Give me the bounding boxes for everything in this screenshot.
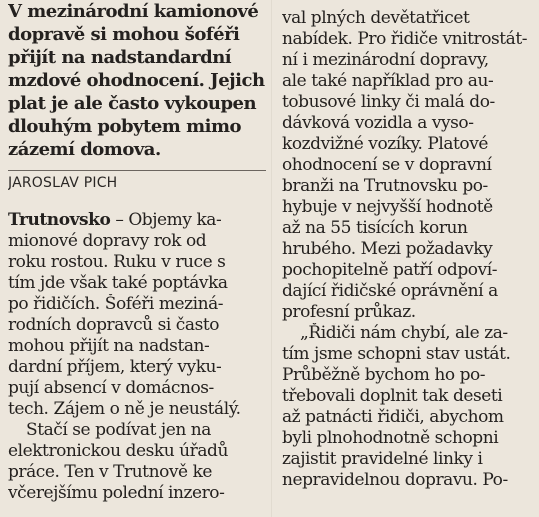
lead-line: V mezinárodní kamionové <box>8 1 259 22</box>
column-gutter <box>271 0 272 517</box>
body-line: roku rostou. Ruku v ruce s <box>8 252 226 272</box>
body-line: tobusové linky či malá do- <box>282 92 495 112</box>
body-line: včerejšímu polední inzero- <box>8 483 225 503</box>
body-line: mionové dopravy rok od <box>8 231 207 251</box>
place-name: Trutnovsko <box>8 210 111 230</box>
author-divider <box>8 170 266 171</box>
body-line: až patnácti řidiči, abychom <box>282 407 504 427</box>
body-line-rest: – Objemy ka- <box>110 210 222 230</box>
body-line: práce. Ten v Trutnově ke <box>8 462 213 482</box>
body-line: rodních dopravců si často <box>8 315 220 335</box>
body-line: Průběžně bychom ho po- <box>282 365 486 385</box>
body-line: po řidičích. Šoféři meziná- <box>8 294 224 314</box>
body-line: nabídek. Pro řidiče vnitrostát- <box>282 29 528 49</box>
body-line: dávková vozidla a vyso- <box>282 113 474 133</box>
body-line: zajistit pravidelné linky i <box>282 449 483 469</box>
body-line-text: „Řidiči nám chybí, ale za- <box>300 323 508 343</box>
body-line <box>8 210 266 231</box>
lead-line: plat je ale často vykoupen <box>8 93 257 114</box>
body-line: ohodnocení se v dopravní <box>282 155 492 175</box>
lead-line: přijít na nadstandardní <box>8 47 232 68</box>
body-line: tím jde však také poptávka <box>8 273 228 293</box>
body-line <box>282 323 539 344</box>
body-line: dardní příjem, který vyku- <box>8 357 222 377</box>
lead-paragraph <box>8 0 266 161</box>
body-line: byli plnohodnotně schopni <box>282 428 499 448</box>
lead-line: dlouhým pobytem mimo <box>8 116 242 137</box>
body-text-right <box>282 8 539 491</box>
body-line: hrubého. Mezi požadavky <box>282 239 493 259</box>
body-line: ale také například pro au- <box>282 71 494 91</box>
right-column <box>282 0 539 517</box>
body-line: nepravidelnou dopravu. Po- <box>282 470 508 490</box>
body-line: pují absencí v domácnos- <box>8 378 214 398</box>
lead-line: dopravě si mohou šoféři <box>8 24 240 45</box>
body-line <box>8 420 266 441</box>
lead-line: mzdové ohodnocení. Jejich <box>8 70 265 91</box>
left-column <box>8 0 266 517</box>
body-line: třebovali doplnit tak deseti <box>282 386 503 406</box>
body-line: kozdvižné vozíky. Platové <box>282 134 488 154</box>
body-line: až na 55 tisících korun <box>282 218 468 238</box>
body-line: val plných devětatřicet <box>282 8 470 28</box>
body-line: profesní průkaz. <box>282 302 416 322</box>
body-line: pochopitelně patří odpoví- <box>282 260 498 280</box>
author-name: JAROSLAV PICH <box>8 175 118 191</box>
body-line-text: Stačí se podívat jen na <box>26 420 211 440</box>
body-line: ní i mezinárodní dopravy, <box>282 50 489 70</box>
body-line: mohou přijít na nadstan- <box>8 336 210 356</box>
lead-line: zázemí domova. <box>8 139 161 160</box>
body-line: tech. Zájem o ně je neustálý. <box>8 399 241 419</box>
body-line: hybuje v nejvyšší hodnotě <box>282 197 493 217</box>
body-line: branži na Trutnovsku po- <box>282 176 488 196</box>
body-line: elektronickou desku úřadů <box>8 441 228 461</box>
body-text-left <box>8 210 266 504</box>
body-line: tím jsme schopni stav ustát. <box>282 344 511 364</box>
body-line: dající řidičské oprávnění a <box>282 281 498 301</box>
